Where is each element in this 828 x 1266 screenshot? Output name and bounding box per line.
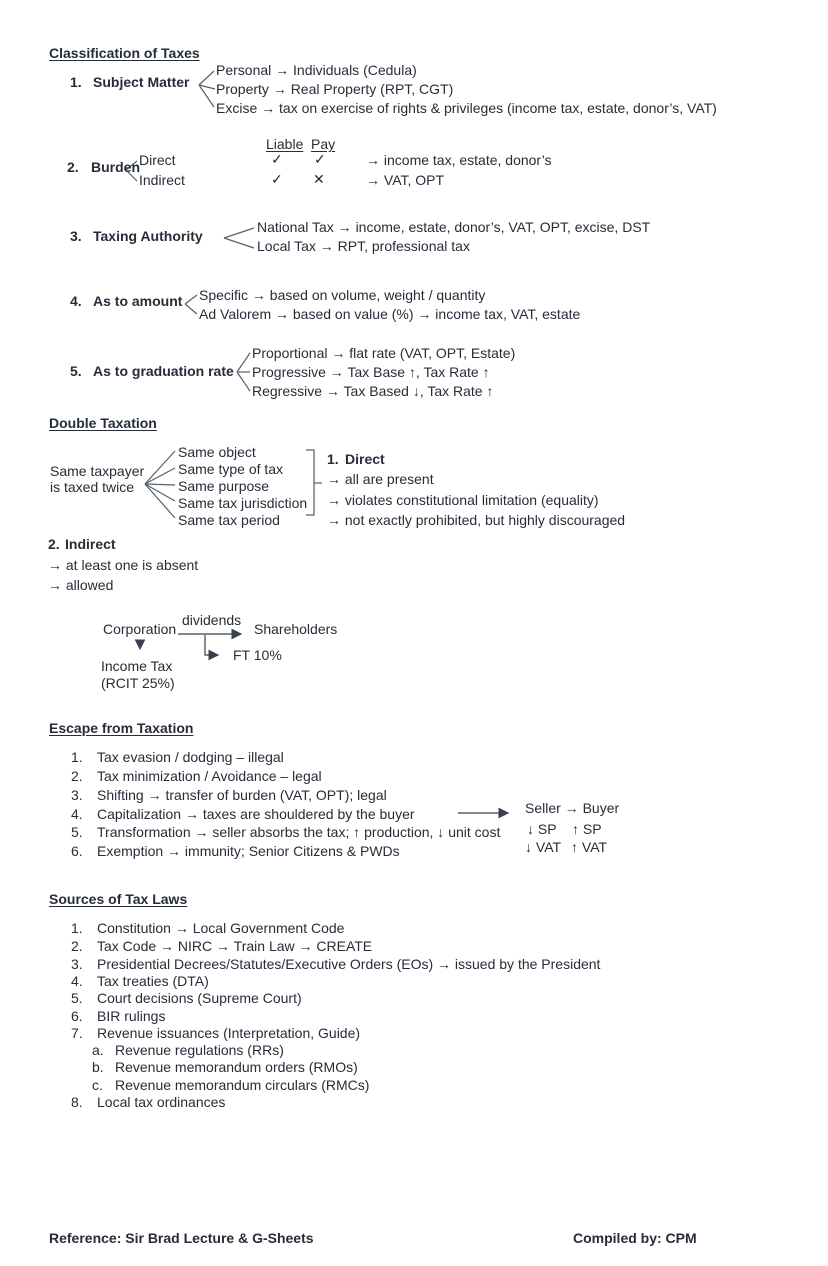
sources-item-text: Tax treaties (DTA)	[97, 973, 209, 989]
escape-item-text: Capitalization → taxes are shouldered by the buyer	[97, 806, 415, 822]
subject-line-2: is taxed twice	[50, 479, 135, 495]
sources-item-number: 5.	[71, 990, 83, 1006]
subject-matter-branch	[199, 71, 215, 107]
indirect-label: Indirect	[65, 536, 116, 552]
sources-item-number: 4.	[71, 973, 83, 989]
subject-line-1: Same taxpayer	[50, 463, 145, 479]
sources-item-number: 6.	[71, 1008, 83, 1024]
sources-subitem-letter: b.	[92, 1059, 104, 1075]
sources-item-number: 3.	[71, 956, 83, 972]
buyer-vat: ↑ VAT	[571, 839, 608, 855]
sources-item-text: Presidential Decrees/Statutes/Executive Orders (EOs) → issued by the President	[97, 956, 601, 972]
item5-label: As to graduation rate	[93, 363, 234, 379]
amount-branch	[185, 295, 197, 314]
dt-element-jurisdiction: Same tax jurisdiction	[178, 495, 308, 511]
direct-note-2: → violates constitutional limitation (equality)	[327, 492, 599, 508]
item3-line-national: National Tax → income, estate, donor’s, VAT, OPT, excise, DST	[257, 219, 651, 235]
footer-reference: Reference: Sir Brad Lecture & G-Sheets	[49, 1230, 314, 1246]
indirect-note-1: → at least one is absent	[48, 557, 199, 573]
grouping-bracket	[306, 450, 322, 515]
sources-subitem-letter: c.	[92, 1077, 103, 1093]
cross-indirect-pay: ✕	[313, 171, 325, 187]
seller-vat: ↓ VAT	[525, 839, 562, 855]
item2-number: 2.	[67, 159, 79, 175]
item3-line-local: Local Tax → RPT, professional tax	[257, 238, 470, 254]
item3-label: Taxing Authority	[93, 228, 203, 244]
direct-note-1: → all are present	[327, 471, 434, 487]
sources-heading: Sources of Tax Laws	[49, 891, 188, 907]
item3-number: 3.	[70, 228, 82, 244]
footer-compiled-by: Compiled by: CPM	[573, 1230, 697, 1246]
col-header-liable: Liable	[266, 136, 304, 152]
item1-number: 1.	[70, 74, 82, 90]
diagram-corporation: Corporation	[103, 621, 177, 637]
check-direct-pay: ✓	[314, 151, 326, 167]
escape-item-number: 2.	[71, 768, 83, 784]
direct-note-3: → not exactly prohibited, but highly discouraged	[327, 512, 626, 528]
sources-item-number: 8.	[71, 1094, 83, 1110]
diagram-dividends: dividends	[182, 612, 242, 628]
item4-label: As to amount	[93, 293, 183, 309]
sources-item-text: Court decisions (Supreme Court)	[97, 990, 302, 1006]
check-direct-liable: ✓	[271, 151, 283, 167]
direct-label: Direct	[345, 451, 385, 467]
sources-item-text: Revenue issuances (Interpretation, Guide)	[97, 1025, 361, 1041]
item1-line-personal: Personal → Individuals (Cedula)	[216, 62, 417, 78]
sources-item-text: BIR rulings	[97, 1008, 166, 1024]
burden-row-direct-name: Direct	[139, 152, 176, 168]
escape-item-number: 6.	[71, 843, 83, 859]
sources-item-text: Tax Code → NIRC → Train Law → CREATE	[97, 938, 373, 954]
escape-item-number: 1.	[71, 749, 83, 765]
sources-item-text: Local tax ordinances	[97, 1094, 226, 1110]
escape-item-text: Tax minimization / Avoidance – legal	[97, 768, 322, 784]
sources-item-number: 1.	[71, 920, 83, 936]
indirect-number: 2.	[48, 536, 60, 552]
sources-item-text: Constitution → Local Government Code	[97, 920, 345, 936]
buyer-sp: ↑ SP	[572, 821, 602, 837]
diagram-income-tax: Income Tax	[101, 658, 173, 674]
classification-heading: Classification of Taxes	[49, 45, 200, 61]
dividends-diagram-arrows	[140, 634, 241, 655]
escape-item-number: 3.	[71, 787, 83, 803]
dt-element-period: Same tax period	[178, 512, 280, 528]
escape-item-text: Transformation → seller absorbs the tax; ↑ production, ↓ unit cost	[97, 824, 501, 840]
burden-row-indirect-name: Indirect	[139, 172, 185, 188]
sources-item-number: 7.	[71, 1025, 83, 1041]
item1-label: Subject Matter	[93, 74, 190, 90]
diagram-rcit: (RCIT 25%)	[101, 675, 175, 691]
dt-element-object: Same object	[178, 444, 256, 460]
item1-line-property: Property → Real Property (RPT, CGT)	[216, 81, 454, 97]
item4-line-advalorem: Ad Valorem → based on value (%) → income tax, VAT, estate	[199, 306, 581, 322]
dt-element-purpose: Same purpose	[178, 478, 270, 494]
double-taxation-fan	[145, 451, 175, 518]
escape-item-number: 4.	[71, 806, 83, 822]
item5-line-proportional: Proportional → flat rate (VAT, OPT, Estate)	[252, 345, 516, 361]
taxing-authority-branch	[224, 228, 254, 248]
direct-number: 1.	[327, 451, 339, 467]
item4-line-specific: Specific → based on volume, weight / quantity	[199, 287, 486, 303]
item5-number: 5.	[70, 363, 82, 379]
check-indirect-liable: ✓	[271, 171, 283, 187]
item5-line-progressive: Progressive → Tax Base ↑, Tax Rate ↑	[252, 364, 490, 380]
diagram-shareholders: Shareholders	[254, 621, 338, 637]
sources-subitem-text: Revenue memorandum orders (RMOs)	[115, 1059, 358, 1075]
item2-label: Burden	[91, 159, 140, 175]
seller-sp: ↓ SP	[527, 821, 557, 837]
diagram-ft: FT 10%	[233, 647, 282, 663]
item1-line-excise: Excise → tax on exercise of rights & privileges (income tax, estate, donor’s, VAT)	[216, 100, 717, 116]
graduation-branch	[237, 353, 250, 391]
burden-row-indirect-note: → VAT, OPT	[366, 172, 445, 188]
dt-element-type: Same type of tax	[178, 461, 284, 477]
sources-item-number: 2.	[71, 938, 83, 954]
seller-buyer-header: Seller → Buyer	[525, 800, 620, 816]
item5-line-regressive: Regressive → Tax Based ↓, Tax Rate ↑	[252, 383, 494, 399]
indirect-note-2: → allowed	[48, 577, 114, 593]
double-taxation-heading: Double Taxation	[49, 415, 157, 431]
col-header-pay: Pay	[311, 136, 336, 152]
escape-item-text: Tax evasion / dodging – illegal	[97, 749, 284, 765]
escape-heading: Escape from Taxation	[49, 720, 194, 736]
escape-item-number: 5.	[71, 824, 83, 840]
sources-subitem-letter: a.	[92, 1042, 104, 1058]
burden-row-direct-note: → income tax, estate, donor’s	[366, 152, 552, 168]
item4-number: 4.	[70, 293, 82, 309]
escape-item-text: Shifting → transfer of burden (VAT, OPT); legal	[97, 787, 387, 803]
sources-subitem-text: Revenue regulations (RRs)	[115, 1042, 284, 1058]
escape-item-text: Exemption → immunity; Senior Citizens & PWDs	[97, 843, 400, 859]
sources-subitem-text: Revenue memorandum circulars (RMCs)	[115, 1077, 370, 1093]
